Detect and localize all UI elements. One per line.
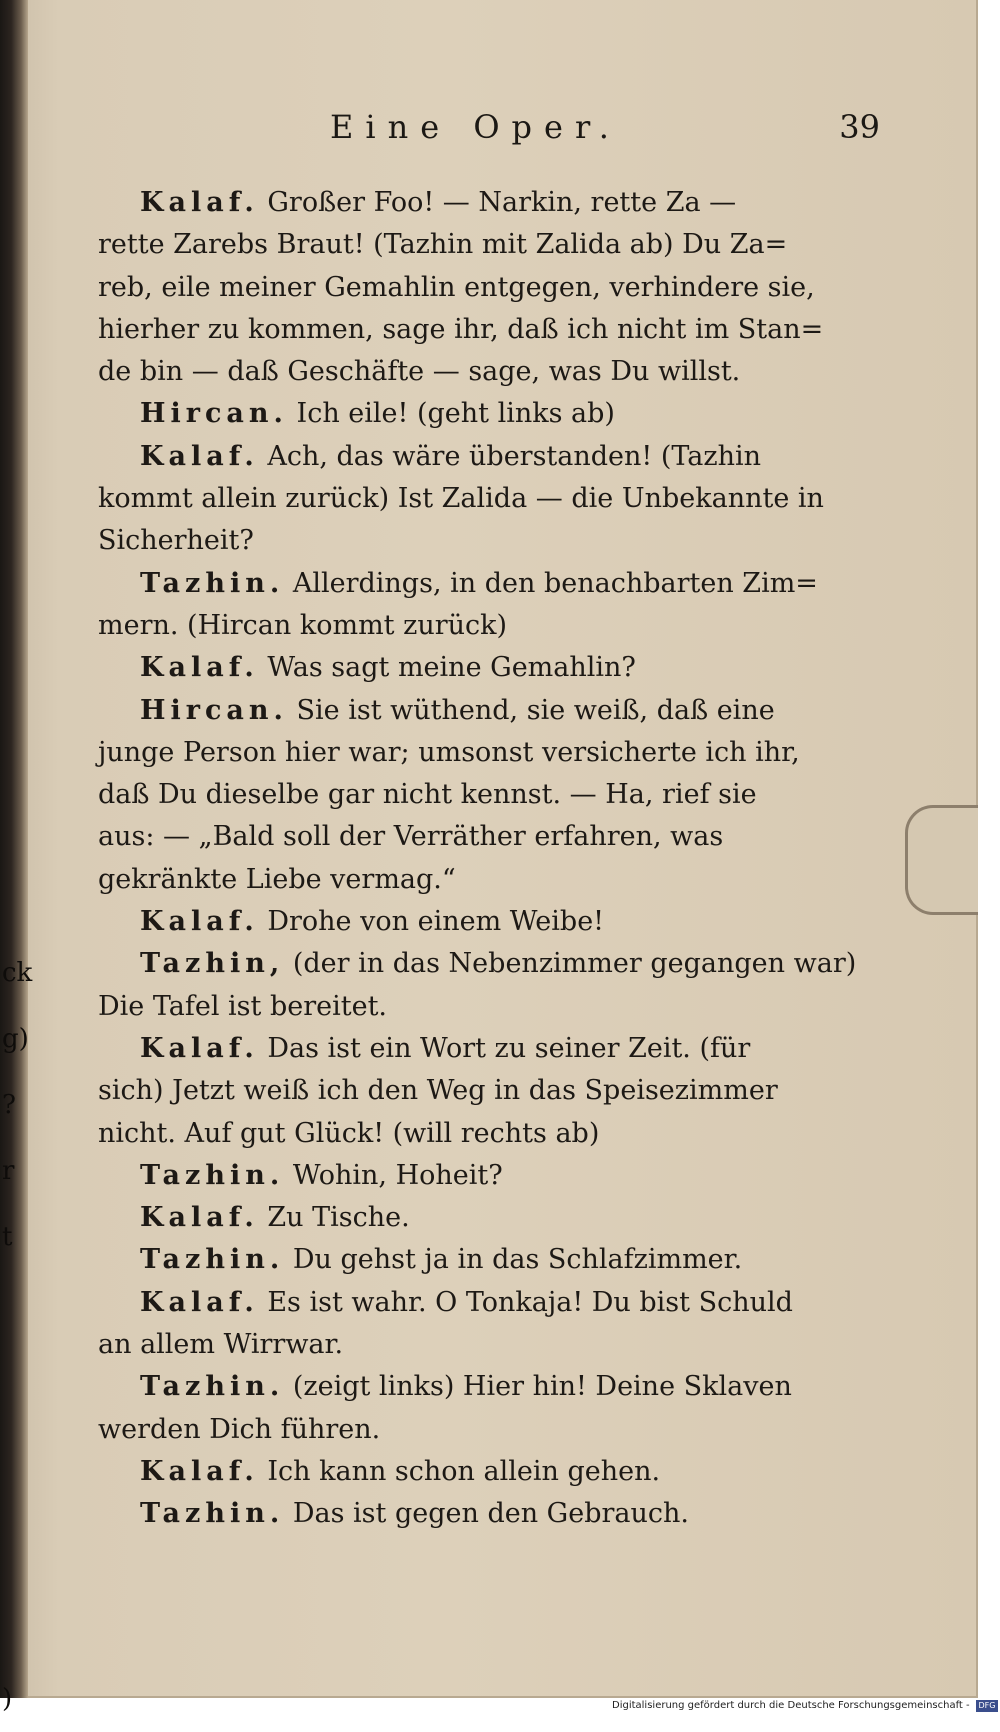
text-line: [98, 774, 850, 816]
text-line: [98, 816, 850, 858]
line-text: nicht. Auf gut Glück! (will rechts ab): [98, 1117, 600, 1149]
text-line: [98, 647, 850, 689]
line-text: Großer Foo! — Narkin, rette Za —: [258, 187, 737, 218]
line-text: Du gehst ja in das Schlafzimmer.: [284, 1244, 743, 1276]
line-text: Ach, das wäre überstanden! (Tazhin: [258, 440, 762, 472]
line-text: Sicherheit?: [98, 525, 254, 557]
facing-page-edge-text: ck g) ? r t ): [2, 958, 33, 1714]
line-text: Allerdings, in den benachbarten Zim=: [284, 567, 818, 599]
text-line: [98, 1113, 850, 1155]
text-line: [98, 986, 850, 1028]
text-line: [98, 1451, 850, 1493]
line-text: Das ist gegen den Gebrauch.: [284, 1498, 690, 1530]
speaker-name: Kalaf.: [140, 1286, 259, 1318]
line-text: Das ist ein Wort zu seiner Zeit. (für: [258, 1032, 751, 1064]
text-line: [98, 859, 850, 901]
text-line: [98, 690, 850, 732]
line-text: hierher zu kommen, sage ihr, daß ich nicht im Stan=: [98, 313, 824, 345]
line-text: an allem Wirrwar.: [98, 1329, 344, 1361]
line-text: rette Zarebs Braut! (Tazhin mit Zalida ab) Du Za=: [98, 229, 788, 261]
text-line: [98, 1197, 850, 1239]
line-text: Ich kann schon allein gehen.: [258, 1455, 661, 1487]
text-line: [98, 436, 850, 478]
text-line: [98, 1028, 850, 1070]
line-text: de bin — daß Geschäfte — sage, was Du willst.: [98, 356, 741, 388]
speaker-name: Kalaf.: [140, 1455, 259, 1487]
body-text: [98, 182, 857, 1536]
line-text: werden Dich führen.: [98, 1413, 381, 1445]
line-text: Drohe von einem Weibe!: [258, 906, 605, 938]
text-line: [98, 309, 850, 351]
text-line: [98, 1409, 850, 1451]
page-number: 39: [839, 108, 880, 146]
line-text: reb, eile meiner Gemahlin entgegen, verhindere sie,: [98, 271, 815, 303]
line-text: daß Du dieselbe gar nicht kennst. — Ha, rief sie: [98, 779, 757, 811]
line-text: Zu Tische.: [258, 1202, 410, 1234]
text-line: [98, 182, 850, 224]
line-text: (der in das Nebenzimmer gegangen war): [284, 948, 857, 980]
speaker-name: Kalaf.: [140, 1032, 259, 1064]
line-text: aus: — „Bald soll der Verräther erfahren, was: [98, 821, 724, 853]
speaker-name: Hircan.: [140, 398, 288, 430]
speaker-name: Tazhin,: [140, 948, 285, 980]
running-title: Eine Oper.: [330, 108, 621, 146]
text-line: [98, 224, 850, 266]
text-line: [98, 267, 850, 309]
digitization-credit: Digitalisierung gefördert durch die Deutsche Forschungsgemeinschaft -: [612, 1700, 970, 1711]
speaker-name: Tazhin.: [140, 1498, 285, 1530]
text-line: [98, 1070, 850, 1112]
text-line: [98, 1493, 850, 1535]
line-text: kommt allein zurück) Ist Zalida — die Unbekannte in: [98, 483, 824, 515]
text-line: [98, 1155, 850, 1197]
text-line: [98, 1324, 850, 1366]
text-line: [98, 901, 850, 943]
line-text: sich) Jetzt weiß ich den Weg in das Speisezimmer: [98, 1075, 778, 1107]
text-line: [98, 732, 850, 774]
page-header: [120, 108, 880, 158]
dfg-logo: DFG: [976, 1700, 998, 1712]
text-line: [98, 478, 850, 520]
text-line: [98, 1282, 850, 1324]
speaker-name: Kalaf.: [140, 1202, 259, 1234]
speaker-name: Kalaf.: [140, 652, 259, 684]
line-text: Ich eile! (geht links ab): [287, 398, 615, 430]
text-line: [98, 1366, 850, 1408]
line-text: (zeigt links) Hier hin! Deine Sklaven: [284, 1371, 792, 1403]
text-line: [98, 943, 857, 985]
speaker-name: Tazhin.: [140, 567, 285, 599]
line-text: Die Tafel ist bereitet.: [98, 990, 388, 1022]
line-text: Sie ist wüthend, sie weiß, daß eine: [287, 694, 775, 726]
speaker-name: Hircan.: [140, 694, 288, 726]
text-line: [98, 563, 850, 605]
line-text: mern. (Hircan kommt zurück): [98, 609, 508, 641]
speaker-name: Kalaf.: [140, 440, 259, 472]
speaker-name: Tazhin.: [140, 1159, 285, 1191]
line-text: Was sagt meine Gemahlin?: [258, 652, 636, 684]
text-line: [98, 393, 850, 435]
text-line: [98, 1239, 850, 1281]
speaker-name: Tazhin.: [140, 1371, 285, 1403]
speaker-name: Tazhin.: [140, 1244, 285, 1276]
speaker-name: Kalaf.: [140, 187, 259, 218]
line-text: Wohin, Hoheit?: [284, 1159, 503, 1191]
text-line: [98, 520, 850, 562]
line-text: junge Person hier war; umsonst versicherte ich ihr,: [98, 736, 800, 768]
line-text: Es ist wahr. O Tonkaja! Du bist Schuld: [258, 1286, 793, 1318]
speaker-name: Kalaf.: [140, 906, 259, 938]
page-tab-marker: [905, 805, 978, 915]
text-line: [98, 351, 850, 393]
line-text: gekränkte Liebe vermag.“: [98, 863, 456, 895]
text-line: [98, 605, 850, 647]
